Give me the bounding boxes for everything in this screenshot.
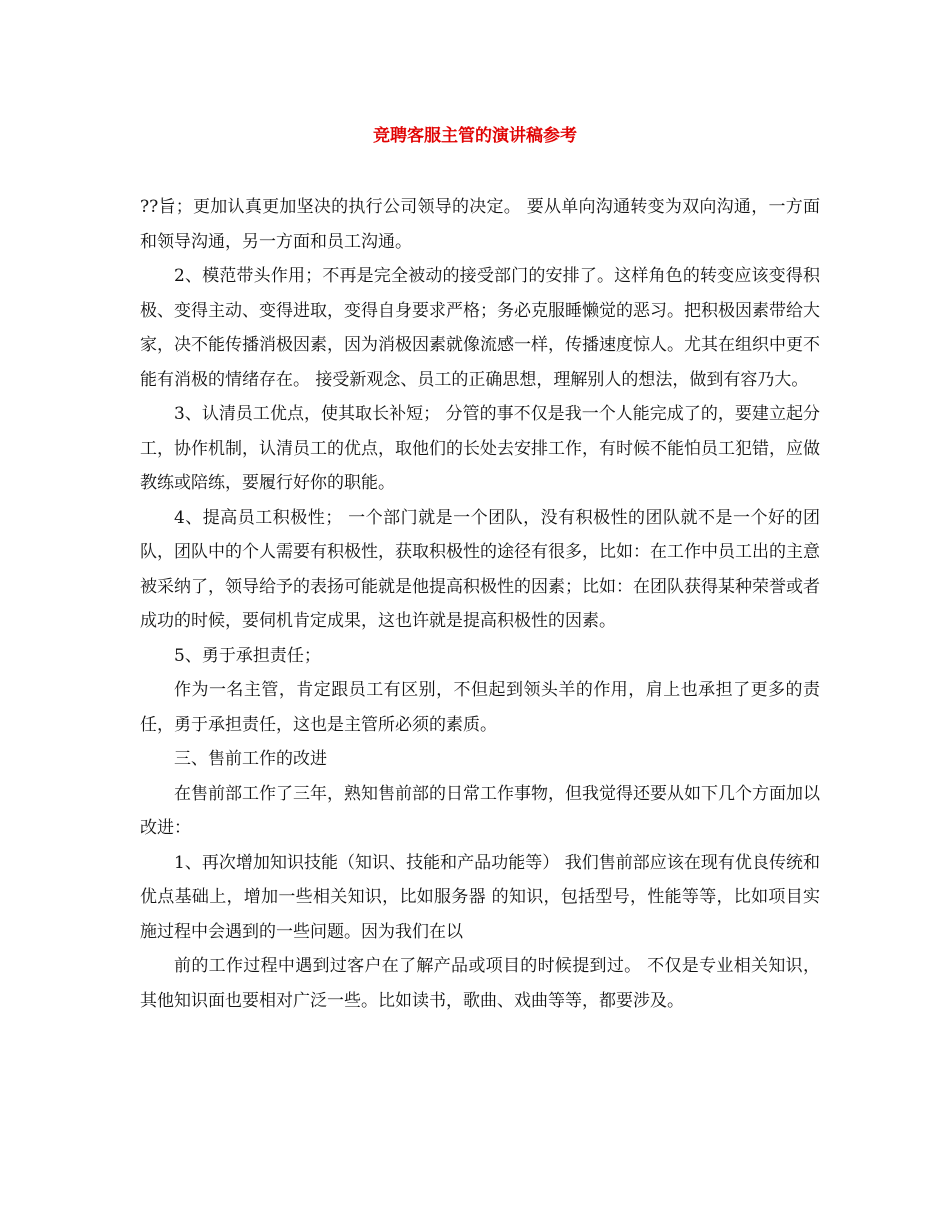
document-body: [140, 190, 820, 1018]
paragraph: 3、认清员工优点，使其取长补短； 分管的事不仅是我一个人能完成了的，要建立起分工，协作机制，认清员工的优点，取他们的长处去安排工作，有时候不能怕员工犯错，应做教练或陪练，要履行好你的职能。: [140, 404, 820, 493]
paragraph: 2、模范带头作用；不再是完全被动的接受部门的安排了。这样角色的转变应该变得积极、变得主动、变得进取，变得自身要求严格；务必克服睡懒觉的恶习。把积极因素带给大家，决不能传播消极因素，因为消极因素就像流感一样，传播速度惊人。尤其在组织中更不能有消极的情绪存在。 接受新观念、员工的正确思想，理解别人的想法，做到有容乃大。: [140, 266, 820, 390]
paragraph: 作为一名主管，肯定跟员工有区别，不但起到领头羊的作用，肩上也承担了更多的责任，勇于承担责任，这也是主管所必须的素质。: [140, 680, 820, 735]
paragraph: ??旨；更加认真更加坚决的执行公司领导的决定。 要从单向沟通转变为双向沟通，一方面和领导沟通，另一方面和员工沟通。: [140, 197, 820, 252]
paragraph: 前的工作过程中遇到过客户在了解产品或项目的时候提到过。 不仅是专业相关知识，其他知识面也要相对广泛一些。比如读书，歌曲、戏曲等等，都要涉及。: [140, 956, 820, 1011]
paragraph: 5、勇于承担责任；: [174, 645, 321, 666]
paragraph: 4、提高员工积极性； 一个部门就是一个团队，没有积极性的团队就不是一个好的团队，团队中的个人需要有积极性，获取积极性的途径有很多，比如：在工作中员工出的主意被采纳了，领导给予的表扬可能就是他提高积极性的因素；比如：在团队获得某种荣誉或者成功的时候，要伺机肯定成果，这也许就是提高积极性的因素。: [140, 507, 820, 631]
paragraph: 在售前部工作了三年，熟知售前部的日常工作事物，但我觉得还要从如下几个方面加以改进：: [140, 783, 820, 838]
paragraph: 1、再次增加知识技能（知识、技能和产品功能等） 我们售前部应该在现有优良传统和优点基础上，增加一些相关知识，比如服务器 的知识，包括型号，性能等等，比如项目实施过程中会遇到的一些问题。因为我们在以: [140, 852, 820, 942]
document-title: 竞聘客服主管的演讲稿参考: [373, 126, 577, 146]
paragraph: 三、售前工作的改进: [174, 749, 327, 769]
